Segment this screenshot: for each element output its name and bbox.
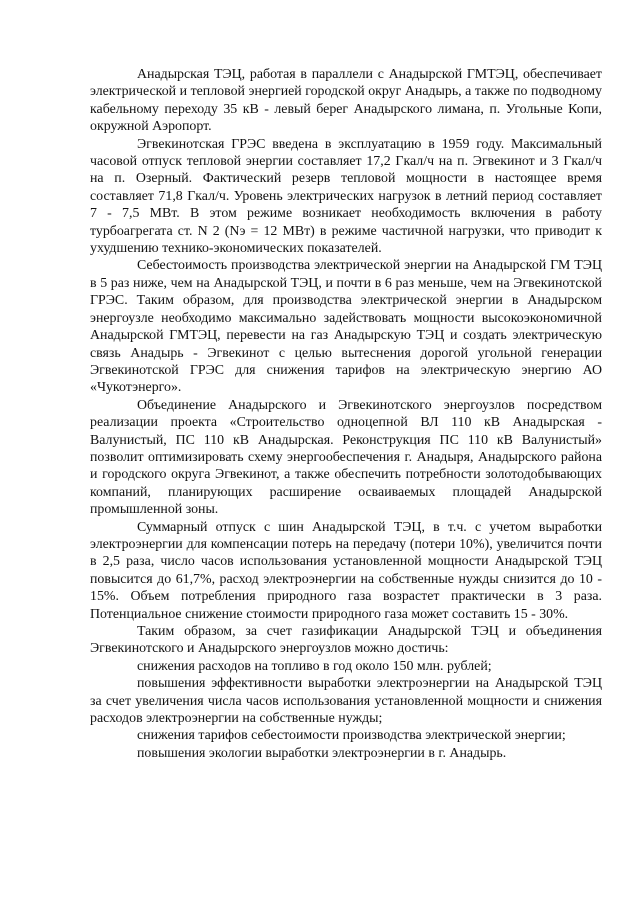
list-item-ecology: повышения экологии выработки электроэнергии в г. Анадырь.	[137, 745, 507, 761]
paragraph-cost-comparison: Себестоимость производства электрической энергии на Анадырской ГМ ТЭЦ в 5 раз ниже, чем на Анадырской ТЭЦ, и почти в 6 раз меньше, чем на Эгвекинотской ГРЭС. Таким образом, для производства электрической энергии в Анадырском энергоузле необходимо максимально задействовать мощности высокоэкономичной Анадырской ГМТЭЦ, перевести на газ Анадырскую ТЭЦ и создать электрическую связь Анадырь - Эгвекинот с целью вытеснения дорогой угольной генерации Эгвекинотской ГРЭС для снижения тарифов на электрическую энергию АО «Чукотэнерго».	[90, 258, 602, 396]
paragraph-total-output: Суммарный отпуск с шин Анадырской ТЭЦ, в т.ч. с учетом выработки электроэнергии для компенсации потерь на передачу (потери 10%), увеличится почти в 2,5 раза, число часов использования установленной мощности Анадырской ТЭЦ повысится до 61,7%, расход электроэнергии на собственные нужды снизится до 10 - 15%. Объем потребления природного газа возрастет практически в 3 раза. Потенциальное снижение стоимости природного газа может составить 15 - 30%.	[90, 519, 602, 622]
paragraph-grid-unification: Объединение Анадырского и Эгвекинотского энергоузлов посредством реализации проекта «Строительство одноцепной ВЛ 110 кВ Анадырская - Валунистый, ПС 110 кВ Анадырская. Реконструкция ПС 110 кВ Валунистый» позволит оптимизировать схему энергообеспечения г. Анадыря, Анадырского района и городского округа Эгвекинот, а также обеспечить потребности золотодобывающих компаний, планирующих расширение осваиваемых площадей Анадырской промышленной зоны.	[90, 397, 602, 518]
paragraph-anadyr-tec: Анадырская ТЭЦ, работая в параллели с Анадырской ГМТЭЦ, обеспечивает электрической и тепловой энергией городской округ Анадырь, а также по подводному кабельному переходу 35 кВ - левый берег Анадырского лимана, п. Угольные Копи, окружной Аэропорт.	[90, 67, 602, 135]
paragraph-conclusion: Таким образом, за счет газификации Анадырской ТЭЦ и объединения Эгвекинотского и Анадырского энергоузлов можно достичь:	[90, 624, 602, 657]
list-item-tariff-reduction: снижения тарифов себестоимости производства электрической энергии;	[137, 728, 566, 744]
list-item-efficiency: повышения эффективности выработки электроэнергии на Анадырской ТЭЦ за счет увеличения числа часов использования установленной мощности и снижения расходов электроэнергии на собственные нужды;	[90, 676, 602, 727]
list-item-fuel-savings: снижения расходов на топливо в год около 150 млн. рублей;	[137, 658, 492, 674]
paragraph-egvekinot-gres: Эгвекинотская ГРЭС введена в эксплуатацию в 1959 году. Максимальный часовой отпуск тепловой энергии составляет 17,2 Гкал/ч на п. Эгвекинот и 3 Гкал/ч на п. Озерный. Фактический резерв тепловой мощности в настоящее время составляет 71,8 Гкал/ч. Уровень электрических нагрузок в летний период составляет 7 - 7,5 МВт. В этом режиме возникает необходимость включения в работу турбоагрегата ст. N 2 (Nэ = 12 МВт) в режиме частичной нагрузки, что приводит к ухудшению технико-экономических показателей.	[90, 136, 602, 257]
